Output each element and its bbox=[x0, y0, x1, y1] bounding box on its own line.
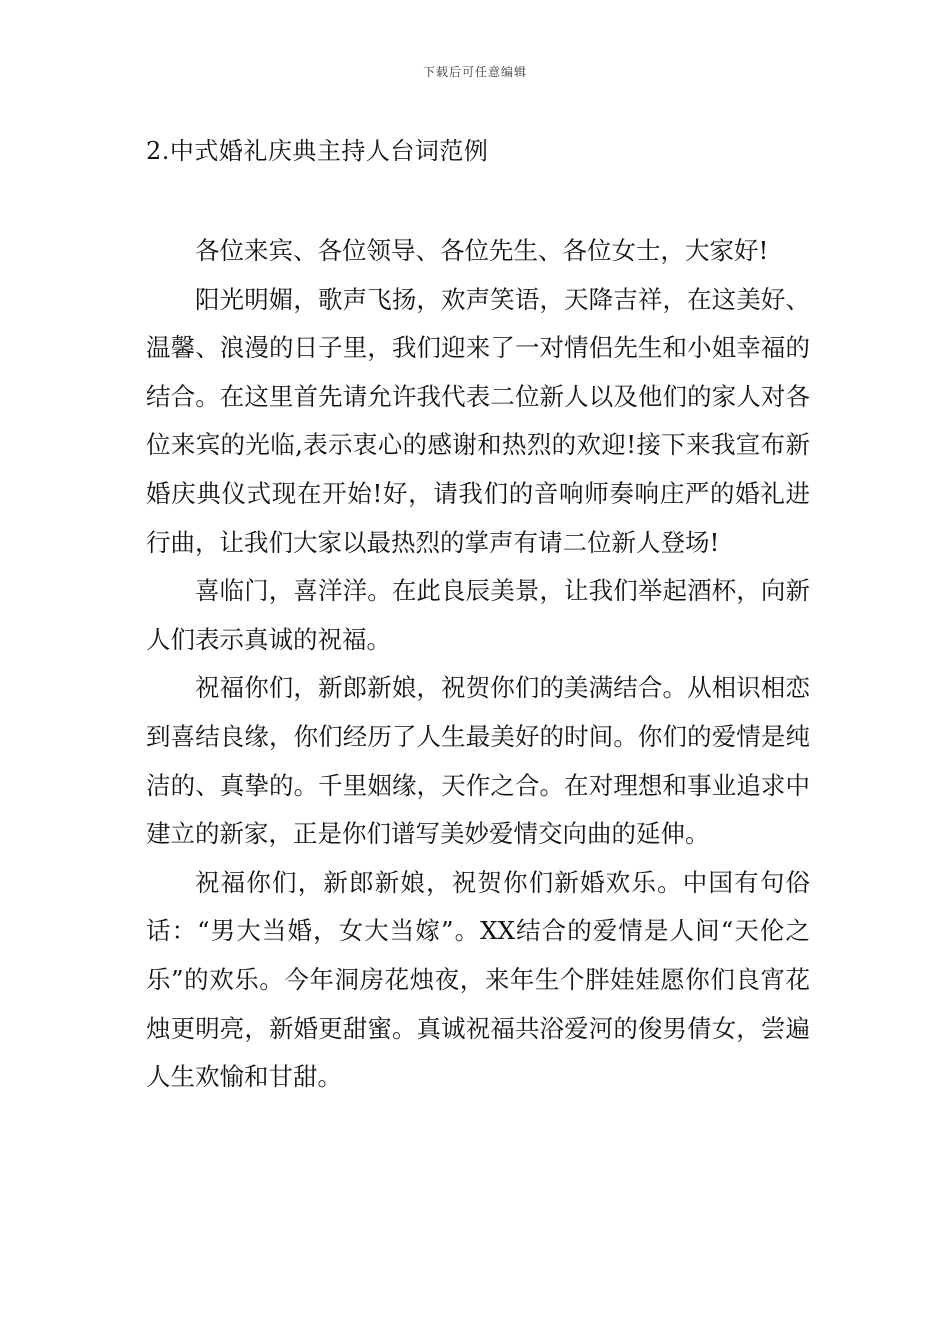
paragraph-blessing-1: 祝福你们，新郎新娘，祝贺你们的美满结合。从相识相恋到喜结良缘，你们经历了人生最美好的时间。你们的爱情是纯洁的、真挚的。千里姻缘，天作之合。在对理想和事业追求中建立的新家，正是你们谱写美妙爱情交向曲的延伸。 bbox=[146, 673, 810, 849]
document-body bbox=[146, 227, 810, 1102]
paragraph-opening: 阳光明媚，歌声飞扬，欢声笑语，天降吉祥，在这美好、温馨、浪漫的日子里，我们迎来了一对情侣先生和小姐幸福的结合。在这里首先请允许我代表二位新人以及他们的家人对各位来宾的光临,表示衷心的感谢和热烈的欢迎!接下来我宣布新婚庆典仪式现在开始!好，请我们的音响师奏响庄严的婚礼进行曲，让我们大家以最热烈的掌声有请二位新人登场! bbox=[146, 284, 810, 557]
paragraph-blessing-2: 祝福你们，新郎新娘，祝贺你们新婚欢乐。中国有句俗话：“男大当婚，女大当嫁”。XX结合的爱情是人间“天伦之乐”的欢乐。今年洞房花烛夜，来年生个胖娃娃愿你们良宵花烛更明亮，新婚更甜蜜。真诚祝福共浴爱河的俊男倩女，尝遍人生欢愉和甘甜。 bbox=[146, 867, 810, 1092]
page-header-note: 下载后可任意编辑 bbox=[422, 65, 527, 79]
paragraph-greeting: 各位来宾、各位领导、各位先生、各位女士，大家好! bbox=[195, 236, 769, 265]
document-title: 2.中式婚礼庆典主持人台词范例 bbox=[146, 137, 489, 165]
paragraph-toast: 喜临门，喜洋洋。在此良辰美景，让我们举起酒杯，向新人们表示真诚的祝福。 bbox=[146, 576, 810, 654]
